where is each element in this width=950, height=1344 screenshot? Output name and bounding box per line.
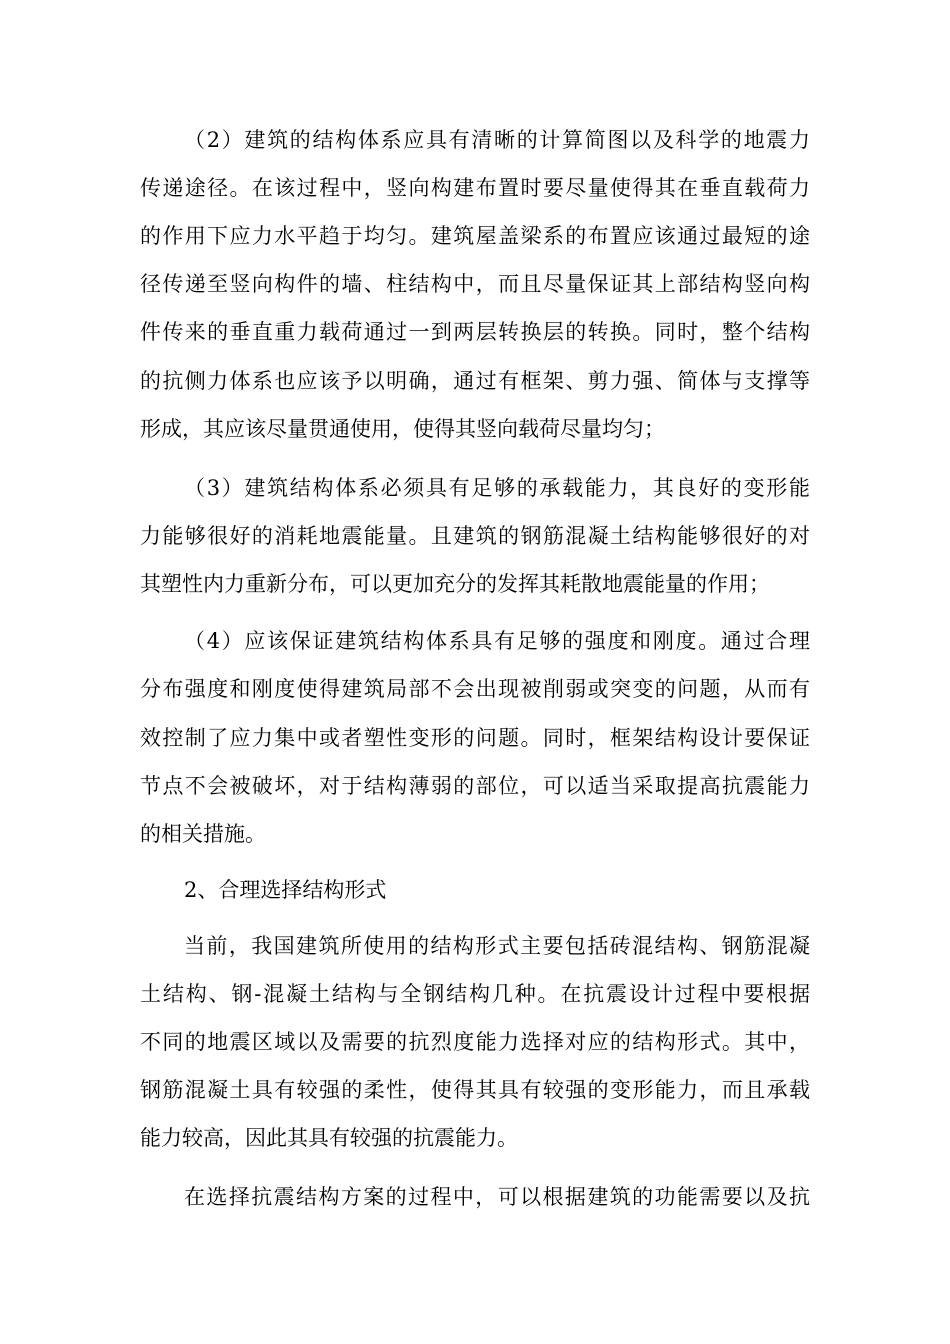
paragraph-3-line-2: 力能够很好的消耗地震能量。且建筑的钢筋混凝土结构能够很好的对 [140,524,810,548]
paragraph-4-line-5: 的相关措施。 [140,822,266,846]
paragraph-3-line-3: 其塑性内力重新分布，可以更加充分的发挥其耗散地震能量的作用； [140,572,770,596]
paragraph-5-line-3: 不同的地震区域以及需要的抗烈度能力选择对应的结构形式。其中， [140,1030,810,1054]
paragraph-5-line-4: 钢筋混凝土具有较强的柔性，使得其具有较强的变形能力，而且承载 [140,1078,810,1102]
section-heading: 2、合理选择结构形式 [184,878,387,902]
paragraph-5-line-1: 当前，我国建筑所使用的结构形式主要包括砖混结构、钢筋混凝 [184,934,810,958]
paragraph-5-line-5: 能力较高，因此其具有较强的抗震能力。 [140,1126,518,1150]
paragraph-2-line-2: 传递途径。在该过程中，竖向构建布置时要尽量使得其在垂直载荷力 [140,176,810,200]
paragraph-4-line-3: 效控制了应力集中或者塑性变形的问题。同时，框架结构设计要保证 [140,726,810,750]
paragraph-4-line-4: 节点不会被破坏，对于结构薄弱的部位，可以适当采取提高抗震能力 [140,774,810,798]
paragraph-3-line-1: （3）建筑结构体系必须具有足够的承载能力，其良好的变形能 [184,476,810,500]
paragraph-2-line-1: （2）建筑的结构体系应具有清晰的计算简图以及科学的地震力 [184,128,810,152]
paragraph-6-line-1: 在选择抗震结构方案的过程中，可以根据建筑的功能需要以及抗 [184,1185,810,1209]
paragraph-2-line-4: 径传递至竖向构件的墙、柱结构中，而且尽量保证其上部结构竖向构 [140,272,810,296]
paragraph-2-line-5: 件传来的垂直重力载荷通过一到两层转换层的转换。同时，整个结构 [140,320,810,344]
paragraph-4-line-1: （4）应该保证建筑结构体系具有足够的强度和刚度。通过合理 [184,629,810,653]
paragraph-2-line-6: 的抗侧力体系也应该予以明确，通过有框架、剪力强、简体与支撑等 [140,369,810,393]
paragraph-5-line-2: 土结构、钢-混凝土结构与全钢结构几种。在抗震设计过程中要根据 [140,982,810,1006]
paragraph-4-line-2: 分布强度和刚度使得建筑局部不会出现被削弱或突变的问题，从而有 [140,677,810,701]
paragraph-2-line-3: 的作用下应力水平趋于均匀。建筑屋盖梁系的布置应该通过最短的途 [140,224,810,248]
paragraph-2-line-7: 形成，其应该尽量贯通使用，使得其竖向载荷尽量均匀； [140,417,665,441]
